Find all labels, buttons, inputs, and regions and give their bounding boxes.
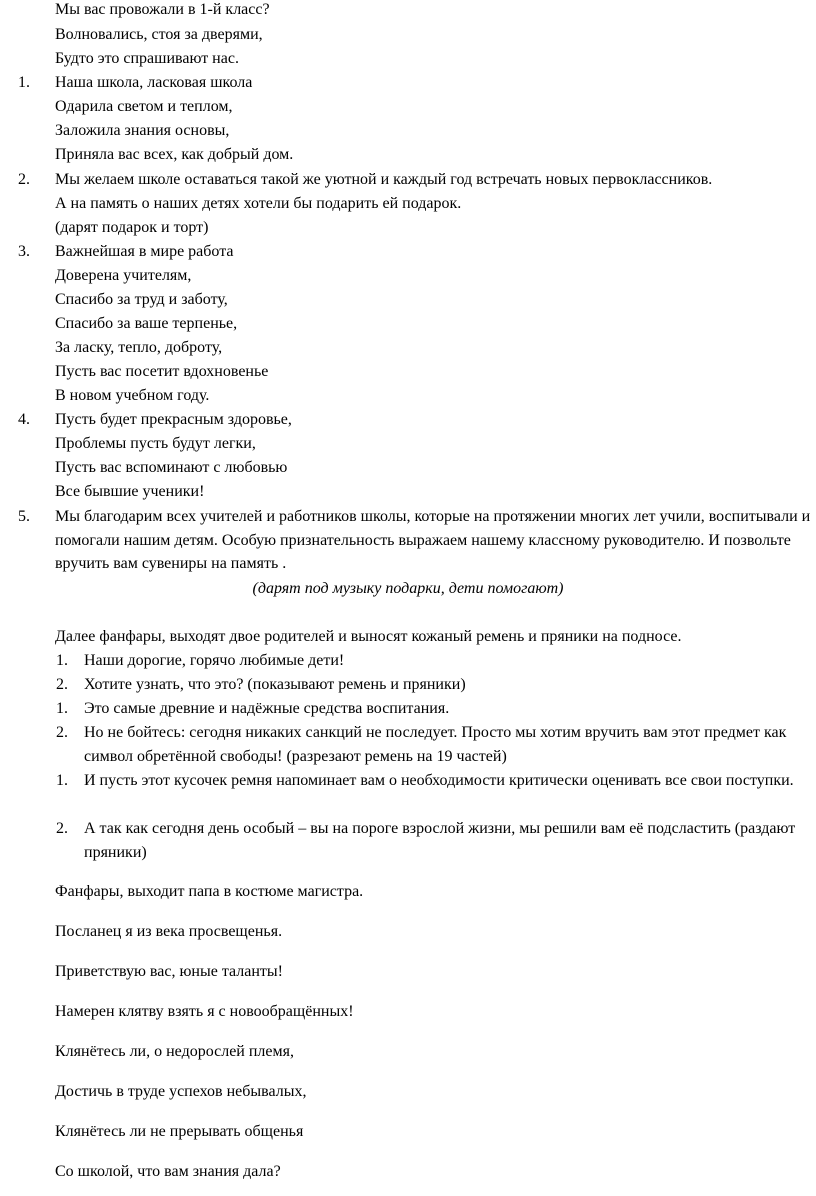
paragraph: Мы благодарим всех учителей и работников школы, которые на протяжении многих лет учили, воспитывали и помогали нашим детям. Особую признательность выражаем нашему классному руководителю. И позвольте вручить вам сувениры на память .: [55, 508, 811, 572]
verse-line: Важнейшая в мире работа: [55, 243, 234, 260]
list-number: 2.: [18, 171, 30, 188]
stage-direction: Далее фанфары, выходят двое родителей и выносят кожаный ремень и пряники на подносе.: [55, 628, 682, 645]
verse-line: А на память о наших детях хотели бы подарить ей подарок.: [55, 195, 462, 212]
closing-line: Приветствую вас, юные таланты!: [55, 963, 283, 980]
verse-line: В новом учебном году.: [55, 387, 210, 404]
list-item-text: Наши дорогие, горячо любимые дети!: [84, 652, 345, 669]
verse-line: Наша школа, ласковая школа: [55, 74, 253, 91]
verse-line: Спасибо за труд и заботу,: [55, 291, 228, 308]
intro-line: Будто это спрашивают нас.: [55, 50, 239, 67]
list-number: 2.: [56, 676, 68, 693]
verse-line: Пусть вас посетит вдохновенье: [55, 363, 269, 380]
verse-line: Спасибо за ваше терпенье,: [55, 315, 238, 332]
list-number: 1.: [18, 74, 30, 91]
list-number: 4.: [18, 411, 30, 428]
list-number: 1.: [56, 772, 68, 789]
verse-line: Заложила знания основы,: [55, 122, 230, 139]
closing-line: Посланец я из века просвещенья.: [55, 923, 283, 940]
verse-line: Одарила светом и теплом,: [55, 98, 233, 115]
verse-line: Все бывшие ученики!: [55, 483, 205, 500]
verse-line: Мы желаем школе оставаться такой же уютной и каждый год встречать новых первоклассников.: [55, 171, 713, 188]
closing-line: Достичь в труде успехов небывалых,: [55, 1083, 307, 1100]
intro-line: Волновались, стоя за дверями,: [55, 26, 263, 43]
closing-line: Намерен клятву взять я с новообращённых!: [55, 1003, 354, 1020]
verse-line: Доверена учителям,: [55, 267, 192, 284]
verse-line: Проблемы пусть будут легки,: [55, 435, 256, 452]
verse-line: Пусть будет прекрасным здоровье,: [55, 411, 292, 428]
list-item-text: И пусть этот кусочек ремня напоминает вам о необходимости критически оценивать все свои поступки.: [84, 772, 794, 789]
verse-line: Пусть вас вспоминают с любовью: [55, 459, 288, 476]
closing-line: Клянётесь ли не прерывать общенья: [55, 1123, 304, 1140]
list-number: 1.: [56, 700, 68, 717]
list-item-text: Но не бойтесь: сегодня никаких санкций не последует. Просто мы хотим вручить вам этот предмет как символ обретённой свободы! (разрезают ремень на 19 частей): [84, 724, 787, 765]
verse-line: Приняла вас всех, как добрый дом.: [55, 146, 294, 163]
verse-line: (дарят подарок и торт): [55, 219, 209, 236]
stage-direction: (дарят под музыку подарки, дети помогают): [252, 580, 564, 597]
list-number: 1.: [56, 652, 68, 669]
list-item-text: Хотите узнать, что это? (показывают ремень и пряники): [84, 676, 466, 693]
list-number: 3.: [18, 243, 30, 260]
list-number: 5.: [18, 508, 30, 525]
closing-line: Клянётесь ли, о недорослей племя,: [55, 1043, 294, 1060]
closing-line: Фанфары, выходит папа в костюме магистра.: [55, 883, 364, 900]
verse-line: За ласку, тепло, доброту,: [55, 339, 223, 356]
list-number: 2.: [56, 724, 68, 741]
list-number: 2.: [56, 820, 68, 837]
closing-line: Со школой, что вам знания дала?: [55, 1163, 281, 1180]
intro-line: Мы вас провожали в 1-й класс?: [55, 1, 270, 18]
list-item-text: Это самые древние и надёжные средства воспитания.: [84, 700, 450, 717]
list-item-text: А так как сегодня день особый – вы на пороге взрослой жизни, мы решили вам её подсластить (раздают пряники): [84, 820, 796, 861]
